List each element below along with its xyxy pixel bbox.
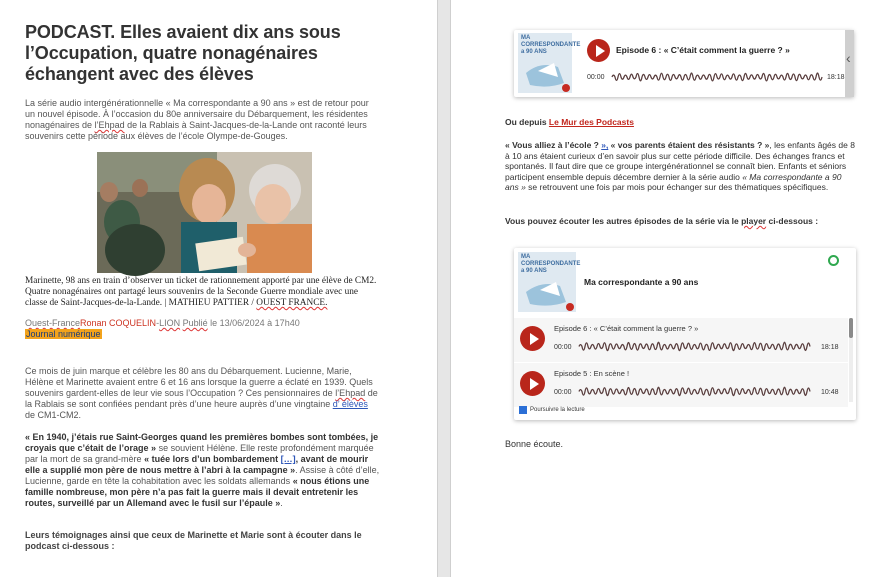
ou-depuis-text: Ou depuis bbox=[505, 117, 549, 127]
podcast-cta: Leurs témoignages ainsi que ceux de Marinette et Marie sont à écouter dans le podcast ci-dessous : bbox=[25, 530, 362, 551]
right-page bbox=[451, 0, 876, 577]
continue-label: Poursuivre la lecture bbox=[530, 407, 585, 413]
podcast-thumbnail bbox=[518, 33, 581, 93]
player-word: player bbox=[741, 216, 767, 226]
quote-1: « En 1940, j’étais rue Saint-Georges quand les premières bombes sont tombées, je croyais que c’était de l’orage » bbox=[25, 432, 379, 453]
play-button[interactable] bbox=[520, 326, 545, 351]
quote-3-end: . bbox=[280, 498, 283, 508]
vous-pouvez-text: Vous pouvez écouter les autres épisodes de la série via le bbox=[505, 216, 742, 226]
continue-checkbox[interactable] bbox=[519, 406, 585, 414]
waveform[interactable] bbox=[579, 337, 809, 356]
episode-row[interactable] bbox=[514, 318, 848, 362]
closing-text: Bonne écoute. bbox=[505, 439, 564, 449]
body-text: Ce mois de juin marque et célèbre les 80 ans du Débarquement. Lucienne, Marie, Hélène et Marinette avaient entre 6 et 16 ans lorsque la guerre a éclaté en 1939. Quels souvenirs gardent-elles de leur vie sous l’Occupation ? Ces pensionnaires de bbox=[25, 366, 373, 398]
ou-depuis-line bbox=[505, 117, 857, 128]
mur-des-podcasts-link[interactable]: Le Mur des Podcasts bbox=[548, 117, 634, 127]
byline-place: LION bbox=[159, 318, 181, 328]
collapse-handle[interactable] bbox=[845, 30, 854, 97]
quote-2b: , avant de mourir elle a supplié mon père de nous mettre à l’abri à la campagne » bbox=[25, 454, 369, 475]
time-elapsed: 00:00 bbox=[554, 344, 572, 351]
play-button[interactable] bbox=[587, 39, 610, 62]
episode-title: Episode 6 : « C’était comment la guerre ? » bbox=[616, 45, 790, 55]
para-quote-1: « Vous alliez à l’école ? bbox=[505, 140, 602, 150]
article-body-paragraph bbox=[25, 366, 380, 421]
waveform[interactable] bbox=[612, 68, 820, 86]
intro-text-2: de la Rablais à Saint-Jacques-de-la-Lande ont raconté leurs souvenirs cette période aux élèves de l’école Olympe-de-Gouges. bbox=[25, 120, 367, 141]
vous-pouvez-line bbox=[505, 216, 857, 227]
series-thumbnail bbox=[518, 252, 581, 312]
right-paragraph bbox=[505, 140, 857, 193]
byline-tag[interactable]: Journal numérique bbox=[26, 329, 101, 339]
byline-author[interactable]: Ronan COQUELIN bbox=[80, 318, 157, 328]
article-photo bbox=[97, 152, 312, 273]
body-text-3: de CM1-CM2. bbox=[25, 410, 82, 420]
episode-row[interactable] bbox=[514, 363, 848, 407]
quote-paragraph bbox=[25, 432, 380, 509]
byline-published: Publié bbox=[182, 318, 208, 328]
vous-pouvez-end: ci-dessous : bbox=[766, 216, 819, 226]
scrollbar[interactable] bbox=[849, 318, 853, 402]
series-name: « Ma correspondante a 90 ans » bbox=[505, 171, 842, 192]
byline bbox=[25, 318, 380, 340]
photo-caption bbox=[25, 276, 380, 309]
quote-1-text: se souvient Hélène. Elle reste profondément marquée par la mort de sa grand-mère bbox=[25, 443, 374, 464]
time-total: 10:48 bbox=[821, 389, 839, 396]
podcast-player-episode bbox=[514, 30, 854, 97]
play-button[interactable] bbox=[520, 371, 545, 396]
ehpad-word: l’Ehpad bbox=[335, 388, 366, 398]
left-page bbox=[0, 0, 437, 577]
caption-source: OUEST FRANCE. bbox=[256, 298, 328, 308]
quote-3: « nous étions une famille nombreuse, mon père n’a pas fait la guerre mais il devait entretenir les routes, surveillé par un Allemand avec le fusil sur l’épaule » bbox=[25, 476, 370, 508]
quote-2: « tuée lors d’un bombardement bbox=[144, 454, 281, 464]
quote-2-text: . Assise à côté d’elle, Lucienne, garde en tête la cohabitation avec les soldats allemands bbox=[25, 465, 380, 486]
article-intro bbox=[25, 98, 380, 142]
time-total: 18:18 bbox=[821, 344, 839, 351]
thumbnail-illustration bbox=[518, 252, 576, 312]
quote-ellipsis-link[interactable]: […] bbox=[280, 454, 296, 464]
para-text-2: se retrouvent une fois par mois pour échanger sur des thématiques spécifiques. bbox=[525, 182, 829, 192]
page-gutter bbox=[437, 0, 451, 577]
byline-dash: - bbox=[156, 318, 160, 328]
thumbnail-text: MA CORRESPONDANTE a 90 ANS bbox=[521, 254, 581, 274]
para-text: , les enfants âgés de 8 à 10 ans étaient curieux d’en savoir plus sur cette période difficile. Des échanges francs et spontanés. Il faut dire que ce groupe intergénérationnel se connaît bien. Enfants et séniors participent ensemble depuis décembre dernier à la série audio bbox=[505, 140, 855, 182]
waveform[interactable] bbox=[579, 382, 809, 401]
article-title: PODCAST. Elles avaient dix ans sous l’Occupation, quatre nonagénaires échangent avec des élèves bbox=[25, 22, 341, 84]
checkbox-icon[interactable] bbox=[519, 406, 527, 414]
status-ring-icon bbox=[828, 255, 839, 266]
caption-text: Marinette, 98 ans en train d’observer un ticket de rationnement apporté par une élève de CM2. Quatre nonagénaires ont partagé leurs souvenirs de la Seconde Guerre mondiale avec une classe de Saint-Jacques-de-la-Lande. | MATHIEU PATTIER / bbox=[25, 276, 377, 308]
byline-date: le 13/06/2024 à 17h40 bbox=[207, 318, 300, 328]
byline-source: Ouest-France bbox=[25, 318, 81, 328]
series-title: Ma correspondante a 90 ans bbox=[584, 277, 699, 287]
episode-name: Episode 6 : « C’était comment la guerre ? » bbox=[554, 324, 699, 333]
thumbnail-illustration bbox=[518, 33, 572, 93]
time-total: 18:18 bbox=[827, 74, 845, 81]
intro-text: La série audio intergénérationnelle « Ma correspondante a 90 ans » est de retour pour un nouvel épisode. À l’occasion du 80e anniversaire du Débarquement, les résidentes nonagénaires de bbox=[25, 98, 369, 130]
episode-name: Episode 5 : En scène ! bbox=[554, 369, 630, 378]
time-elapsed: 00:00 bbox=[587, 74, 605, 81]
time-elapsed: 00:00 bbox=[554, 389, 572, 396]
para-link[interactable]: », bbox=[601, 140, 609, 150]
podcast-player-series bbox=[514, 248, 856, 420]
thumbnail-text: MA CORRESPONDANTE a 90 ANS bbox=[521, 35, 581, 55]
para-quote-2: « vos parents étaient des résistants ? » bbox=[608, 140, 770, 150]
body-text-2: de la Rablais se sont confiées pendant près d’une heure auprès d’une vingtaine bbox=[25, 388, 378, 409]
eleves-link[interactable]: d’ élèves bbox=[332, 399, 368, 409]
ehpad-word: l’Ehpad bbox=[94, 120, 125, 130]
